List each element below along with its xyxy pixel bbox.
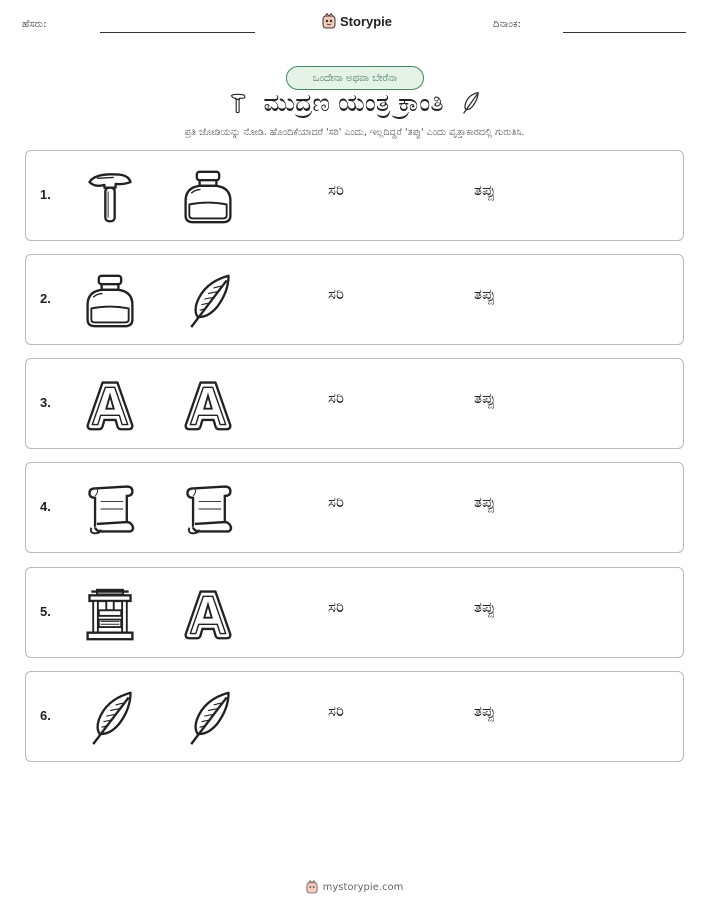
quill-icon [180, 273, 236, 329]
instructions: ಪ್ರತಿ ಜೋಡಿಯನ್ನು ನೋಡಿ. ಹೊಂದಿಕೆಯಾದರೆ 'ಸರಿ' ಎಂದು, ಇಲ್ಲದಿದ್ದರೆ 'ತಪ್ಪು' ಎಂದು ವೃತ್ತಾಕಾರದಲ್ಲಿ ಗುರುತಿಸಿ. [184, 127, 525, 138]
option-correct[interactable]: ಸರಿ [328, 493, 344, 511]
question-card [25, 671, 684, 762]
quill-icon [458, 88, 482, 118]
footer-url[interactable]: mystorypie.com [322, 881, 404, 893]
date-line[interactable] [563, 32, 686, 33]
option-wrong[interactable]: ತಪ್ಪು [474, 285, 496, 303]
worksheet-type-badge: ಒಂದೇನಾ ಅಥವಾ ಬೇರೆನಾ [286, 66, 424, 90]
date-label: ದಿನಾಂಕ: [493, 19, 521, 30]
option-correct[interactable]: ಸರಿ [328, 389, 344, 407]
page-title: ಮುದ್ರಣ ಯಂತ್ರ ಕ್ರಾಂತಿ [263, 88, 444, 117]
footer [0, 880, 709, 894]
question-number: 1. [40, 187, 51, 202]
brand-name: Storypie [340, 13, 393, 29]
option-wrong[interactable]: ತಪ್ಪು [474, 598, 496, 616]
question-number: 5. [40, 604, 51, 619]
ink-bottle-icon [82, 273, 138, 329]
option-wrong[interactable]: ತಪ್ಪು [474, 493, 496, 511]
storypie-mascot-icon [306, 880, 318, 894]
name-label: ಹೆಸರು: [22, 19, 47, 30]
hammer-icon [227, 88, 249, 118]
question-card [25, 254, 684, 345]
option-correct[interactable]: ಸರಿ [328, 598, 344, 616]
scroll-icon [180, 481, 236, 537]
name-line[interactable] [100, 32, 255, 33]
title-row [0, 88, 709, 118]
hammer-icon [82, 169, 138, 225]
question-card [25, 567, 684, 658]
question-card [25, 358, 684, 449]
question-number: 3. [40, 395, 51, 410]
printing-press-icon [82, 586, 138, 642]
option-correct[interactable]: ಸರಿ [328, 702, 344, 720]
question-card [25, 150, 684, 241]
scroll-icon [82, 481, 138, 537]
option-wrong[interactable]: ತಪ್ಪು [474, 389, 496, 407]
question-number: 4. [40, 499, 51, 514]
quill-icon [82, 690, 138, 746]
letter-a-icon [82, 377, 138, 433]
option-correct[interactable]: ಸರಿ [328, 285, 344, 303]
option-correct[interactable]: ಸರಿ [328, 181, 344, 199]
question-number: 6. [40, 708, 51, 723]
quill-icon [180, 690, 236, 746]
storypie-logo [322, 13, 392, 29]
option-wrong[interactable]: ತಪ್ಪು [474, 702, 496, 720]
question-number: 2. [40, 291, 51, 306]
option-wrong[interactable]: ತಪ್ಪು [474, 181, 496, 199]
letter-a-icon [180, 586, 236, 642]
ink-bottle-icon [180, 169, 236, 225]
storypie-mascot-icon [322, 13, 336, 29]
question-card [25, 462, 684, 553]
letter-a-icon [180, 377, 236, 433]
